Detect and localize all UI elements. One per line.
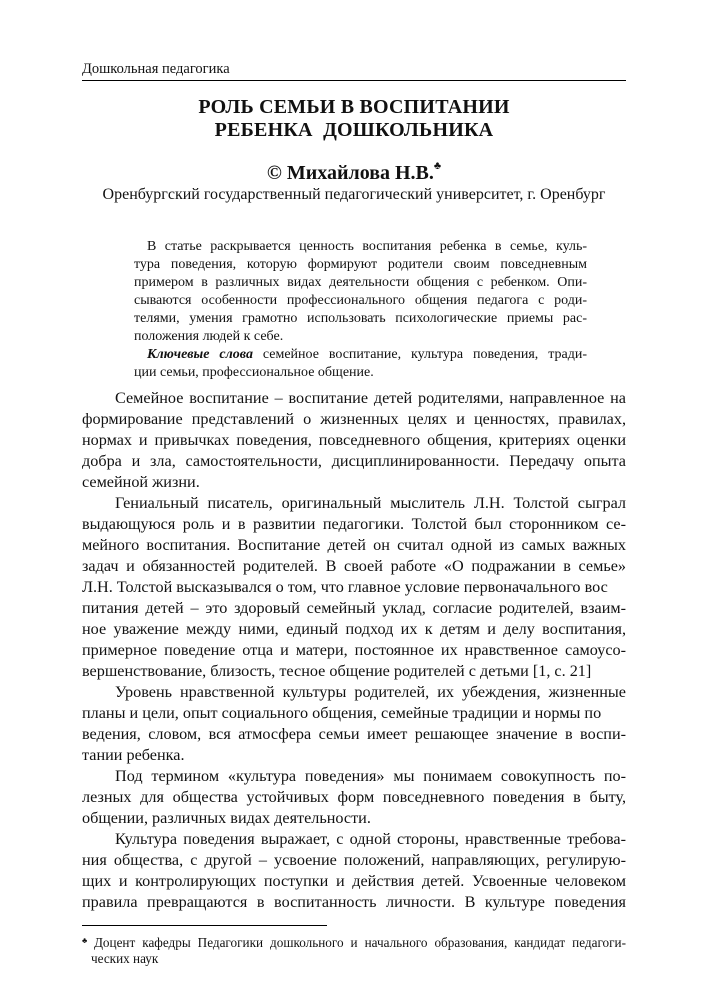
paragraph-line: ния общества, с другой – усвоение положений, направляющих, регулирую-	[82, 851, 626, 869]
footnote-text: Доцент кафедры Педагогики дошкольного и начального образования, кандидат педагоги-	[93, 935, 626, 950]
footnote-line: ческих наук	[91, 951, 159, 966]
keywords-line	[147, 346, 587, 364]
paragraph-line: лезных для общества устойчивых форм повседневного поведения в быту,	[82, 788, 626, 806]
author-name: © Михайлова Н.В.	[266, 162, 434, 184]
keywords-label: Ключевые слова	[147, 347, 253, 362]
article-title-line-1: РОЛЬ СЕМЬИ В ВОСПИТАНИИ	[198, 96, 510, 118]
paragraph-line: Под термином «культура поведения» мы понимаем совокупность по-	[115, 767, 626, 785]
paragraph-line: формирование представлений о жизненных целях и ценностях, правилах,	[82, 410, 626, 428]
author-footnote-mark: ♣	[433, 160, 442, 173]
abstract-line: положения людей к себе.	[134, 329, 284, 344]
paragraph-line: Уровень нравственной культуры родителей, их убеждения, жизненные	[115, 683, 626, 701]
paragraph-line: задач и обязанностей родителей. В своей работе «О подражании в семье»	[82, 557, 626, 575]
header-rule	[82, 80, 626, 81]
paragraph-line: ное уважение между ними, единый подход их к детям и делу воспитания,	[82, 620, 626, 638]
running-head: Дошкольная педагогика	[82, 61, 230, 77]
paragraph-line: Культура поведения выражает, с одной стороны, нравственные требова-	[115, 830, 626, 848]
paragraph-line: мейного воспитания. Воспитание детей он считал одной из самых важных	[82, 536, 626, 554]
abstract-line: В статье раскрывается ценность воспитания ребенка в семье, куль-	[147, 239, 587, 254]
paragraph-line: добра и зла, самостоятельности, дисциплинированности. Передачу опыта	[82, 452, 626, 470]
abstract-line: тура поведения, которую формируют родители своим повседневным	[134, 257, 587, 272]
paragraph-line: Л.Н. Толстой высказывался о том, что главное условие первоначального вос	[82, 578, 608, 596]
paragraph-line: выдающуюся роль и в развитии педагогики. Толстой был сторонником се-	[82, 515, 626, 533]
keywords-line: ции семьи, профессиональное общение.	[134, 365, 374, 380]
abstract-line: телями, умения грамотно использовать психологические приемы рас-	[134, 311, 587, 326]
paragraph-line: нормах и привычках поведения, повседневного общения, критериях оценки	[82, 431, 626, 449]
paragraph-line: тании ребенка.	[82, 746, 185, 764]
footnote-rule	[82, 925, 327, 926]
abstract-line: сываются особенности профессионального общения педагога с роди-	[134, 293, 587, 308]
paragraph-line: Семейное воспитание – воспитание детей родителями, направленное на	[115, 389, 626, 407]
paragraph-line: правила превращаются в воспитанность личности. В культуре поведения	[82, 893, 626, 911]
paragraph-line: семейной жизни.	[82, 473, 200, 491]
paragraph-line: ведения, словом, вся атмосфера семьи имеет решающее значение в воспи-	[82, 725, 626, 743]
paragraph-line: примерное поведение отца и матери, постоянное их нравственное самоусо-	[82, 641, 626, 659]
paragraph-line: Гениальный писатель, оригинальный мыслитель Л.Н. Толстой сыграл	[115, 494, 626, 512]
keywords-text: семейное воспитание, культура поведения, тради-	[252, 347, 587, 362]
paragraph-line: щих и контролирующих поступки и действия детей. Усвоенные человеком	[82, 872, 626, 890]
author	[82, 162, 626, 185]
affiliation: Оренбургский государственный педагогический университет, г. Оренбург	[102, 186, 606, 203]
abstract-line: примером в различных видах деятельности общения с ребенком. Опи-	[134, 275, 587, 290]
paragraph-line: планы и цели, опыт социального общения, семейные традиции и нормы по	[82, 704, 602, 722]
footnote-mark: ♣	[82, 936, 91, 945]
paragraph-line: общении, различных видах деятельности.	[82, 809, 371, 827]
paragraph-line: вершенствование, близость, тесное общение родителей с детьми [1, с. 21]	[82, 662, 592, 680]
article-title-line-2: РЕБЕНКА ДОШКОЛЬНИКА	[214, 119, 494, 141]
paragraph-line: питания детей – это здоровый семейный уклад, согласие родителей, взаим-	[82, 599, 626, 617]
